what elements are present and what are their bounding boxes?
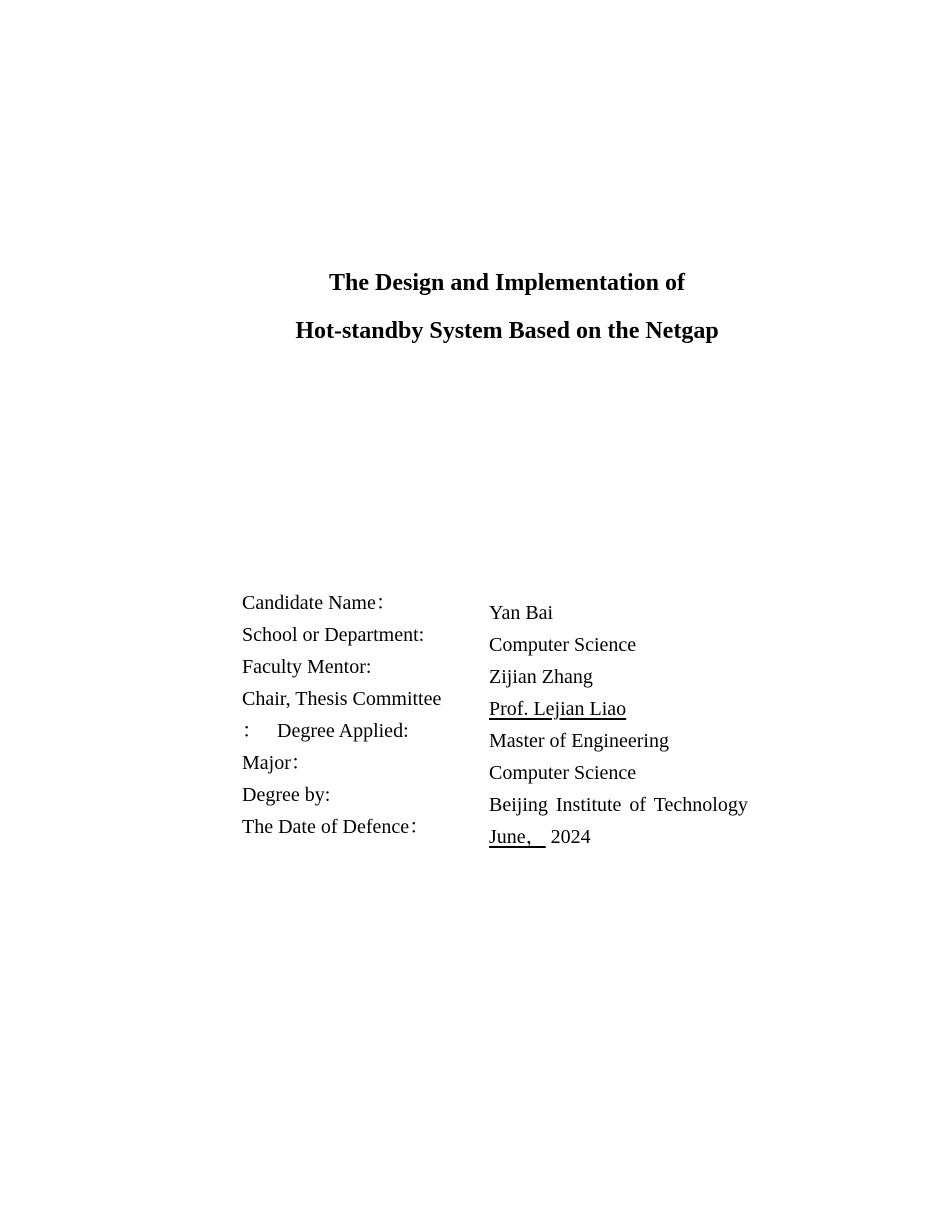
label-defence-date: The Date of Defence： [242, 816, 430, 838]
label-candidate-name: Candidate Name： [242, 592, 396, 614]
value-degree-by: Beijing Institute of Technology [489, 794, 748, 816]
label-degree-by: Degree by: [242, 784, 331, 806]
value-defence-year: 2024 [545, 826, 591, 848]
value-candidate-name: Yan Bai [489, 602, 554, 624]
label-chair: Chair, Thesis Committee [242, 688, 442, 710]
label-major: Major： [242, 752, 311, 774]
field-labels [242, 587, 472, 843]
value-chair: Prof. Lejian Liao [489, 698, 627, 720]
value-degree-applied: Master of Engineering [489, 730, 669, 752]
value-school: Computer Science [489, 634, 637, 656]
value-faculty-mentor: Zijian Zhang [489, 666, 593, 688]
value-defence-date [489, 821, 779, 853]
value-defence-month: June， [489, 826, 546, 848]
value-major: Computer Science [489, 762, 637, 784]
label-faculty-mentor: Faculty Mentor: [242, 656, 372, 678]
thesis-title-line-2: Hot-standby System Based on the Netgap [295, 318, 719, 344]
label-degree-applied: ： Degree Applied: [242, 720, 409, 742]
label-school: School or Department: [242, 624, 425, 646]
thesis-title-line-1: The Design and Implementation of [328, 270, 686, 296]
field-values [489, 597, 779, 853]
